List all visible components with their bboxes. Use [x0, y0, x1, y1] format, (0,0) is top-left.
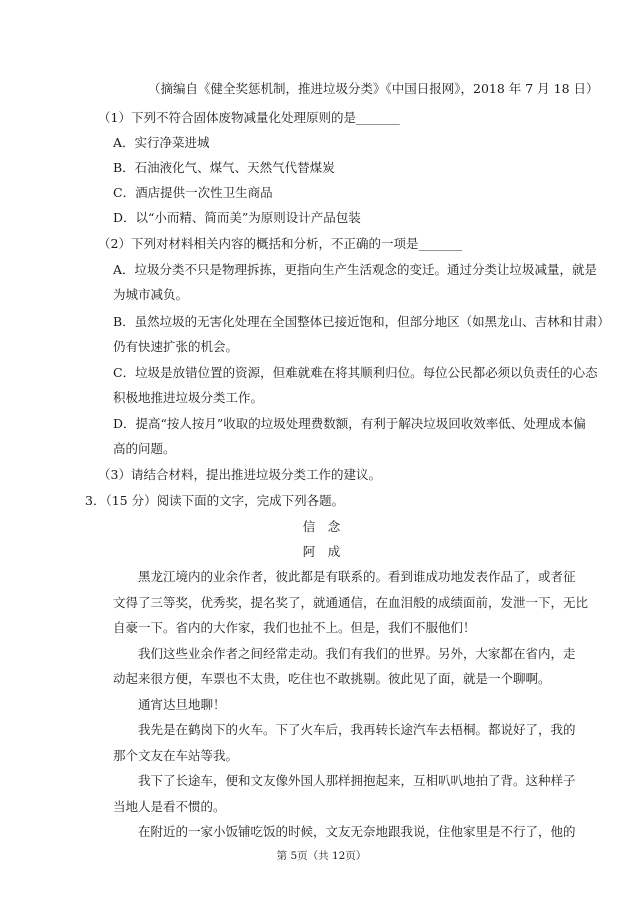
q2-option-b-line2: 仍有快速扩张的机会。: [113, 339, 239, 354]
q1-option-d: D．以“小而精、简而美”为原则设计产品包装: [113, 210, 361, 225]
q2-option-a-line2: 为城市减负。: [113, 287, 189, 302]
q3-stem: （3）请结合材料，提出推进垃圾分类工作的建议。: [98, 467, 381, 482]
q2-option-d-line1: D．提高“按人按月”收取的垃圾处理费数额，有利于解决垃圾回收效率低、处理成本偏: [113, 416, 586, 431]
q2-option-b-line1: B．虽然垃圾的无害化处理在全国整体已接近饱和，但部分地区（如黑龙山、吉林和甘肃）: [113, 314, 610, 329]
passage-p2-line2: 动起来很方便，车票也不太贵，吃住也不敢挑剔。彼此见了面，就是一个聊啊。: [113, 671, 551, 686]
passage-p2-line1: 我们这些业余作者之间经常走动。我们有我们的世界。另外，大家都在省内，走: [138, 646, 576, 661]
passage-author: 阿 成: [302, 544, 341, 559]
q1-option-c: C．酒店提供一次性卫生商品: [113, 185, 273, 200]
passage-p5-line1: 我下了长途车，便和文友像外国人那样拥抱起来，互相叭叭地拍了背。这种样子: [138, 773, 576, 788]
page-footer: 第 5页（共 12页）: [276, 850, 367, 862]
passage-p5-line2: 当地人是看不惯的。: [113, 799, 226, 814]
q2-option-a-line1: A．垃圾分类不只是物理拆拣，更指向生产生活观念的变迁。通过分类让垃圾减量，就是: [113, 262, 598, 277]
source-citation: （摘编自《健全奖惩机制，推进垃圾分类》《中国日报网》，2018 年 7 月 18 日）: [148, 81, 599, 96]
q2-option-c-line2: 积极地推进垃圾分类工作。: [113, 390, 264, 405]
passage-p4-line2: 那个文友在车站等我。: [113, 748, 239, 763]
q1-stem: （1）下列不符合固体废物减量化处理原则的是_______: [98, 110, 400, 125]
passage-p1-line2: 文得了三等奖，优秀奖，提名奖了，就通通信，在血泪般的成绩面前，发泄一下，无比: [113, 595, 589, 610]
q1-option-b: B．石油液化气、煤气、天然气代替煤炭: [113, 160, 335, 175]
passage-p6-line1: 在附近的一家小饭铺吃饭的时候，文友无奈地跟我说，住他家里是不行了，他的: [138, 824, 576, 839]
q1-option-a: A．实行净菜进城: [113, 135, 210, 150]
passage-p1-line1: 黑龙江境内的业余作者，彼此都是有联系的。看到谁成功地发表作品了，或者征: [138, 569, 576, 584]
q2-option-d-line2: 高的问题。: [113, 441, 176, 456]
q2-stem: （2）下列对材料相关内容的概括和分析，不正确的一项是_______: [98, 236, 463, 251]
question3-heading: 3．（15 分）阅读下面的文字，完成下列各题。: [85, 493, 345, 508]
q2-option-c-line1: C．垃圾是放错位置的资源，但难就难在将其顺利归位。每位公民都必须以负责任的心态: [113, 365, 598, 380]
passage-p1-line3: 自豪一下。省内的大作家，我们也扯不上。但是，我们不服他们！: [113, 620, 476, 635]
passage-p3-line1: 通宵达旦地聊！: [138, 697, 226, 712]
passage-p4-line1: 我先是在鹤岗下的火车。下了火车后，我再转长途汽车去梧桐。都说好了，我的: [138, 722, 576, 737]
passage-title: 信 念: [302, 519, 341, 534]
